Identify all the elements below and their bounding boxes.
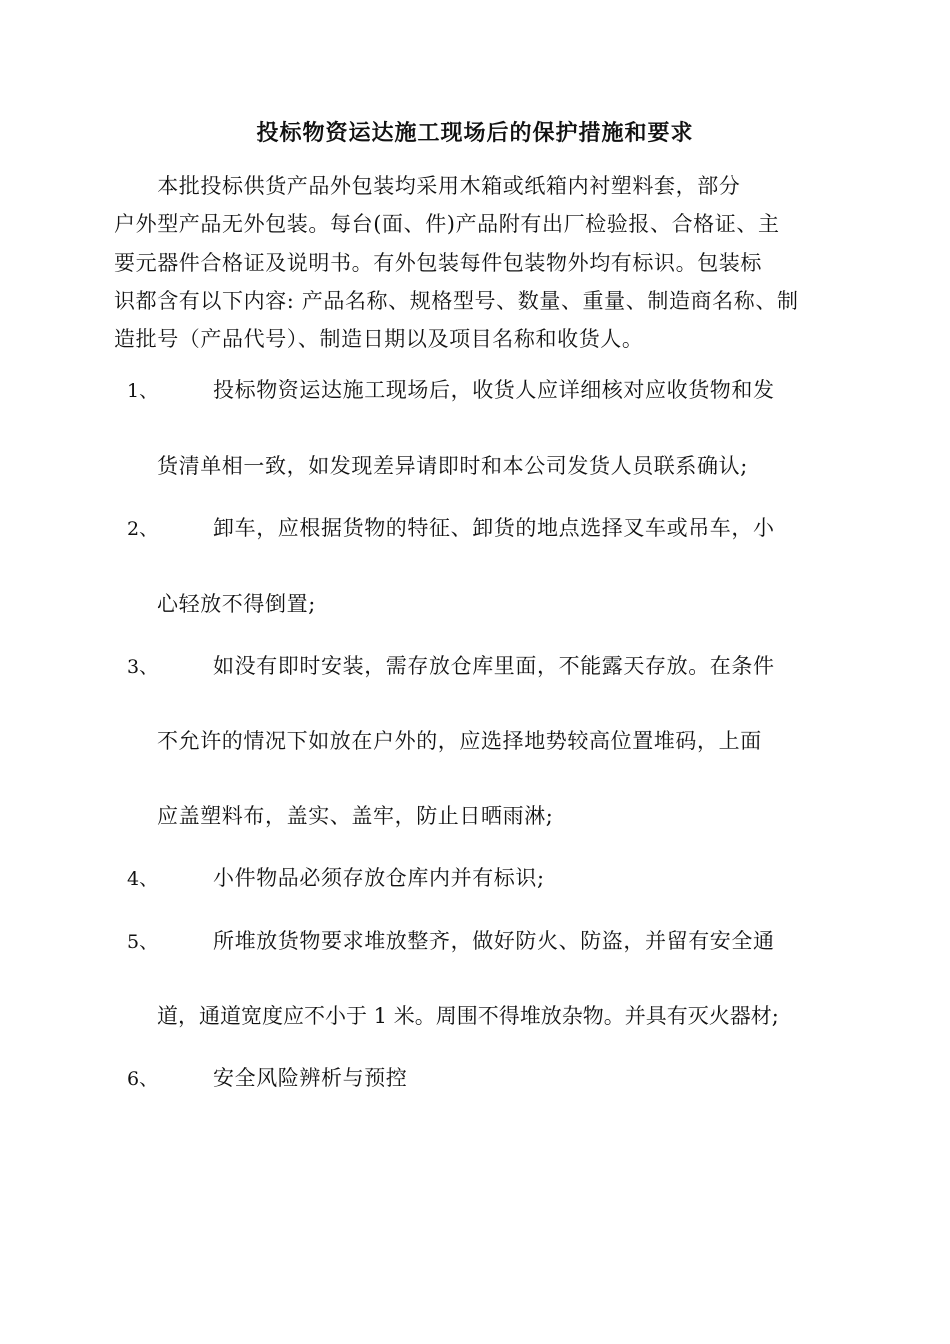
item-continuation: 不允许的情况下如放在户外的，应选择地势较高位置堆码，上面	[157, 729, 762, 753]
item-number: 1、	[127, 380, 159, 402]
item-number: 4、	[127, 868, 159, 890]
item-text: 投标物资运达施工现场后，收货人应详细核对应收货物和发	[213, 378, 775, 402]
item-number: 5、	[127, 931, 159, 953]
intro-line: 要元器件合格证及说明书。有外包装每件包装物外均有标识。包装标	[114, 251, 762, 275]
intro-line: 造批号（产品代号）、制造日期以及项目名称和收货人。	[114, 327, 644, 351]
item-text: 所堆放货物要求堆放整齐，做好防火、防盗，并留有安全通	[213, 929, 775, 953]
item-number: 6、	[127, 1068, 159, 1090]
item-continuation: 应盖塑料布，盖实、盖牢，防止日晒雨淋;	[157, 804, 554, 828]
item-text: 小件物品必须存放仓库内并有标识;	[213, 866, 545, 890]
item-text: 安全风险辨析与预控	[213, 1066, 408, 1090]
item-number: 3、	[127, 656, 159, 678]
intro-line: 识都含有以下内容: 产品名称、规格型号、数量、重量、制造商名称、制	[114, 289, 799, 313]
item-continuation: 心轻放不得倒置;	[157, 592, 316, 616]
item-number: 2、	[127, 518, 159, 540]
intro-line: 本批投标供货产品外包装均采用木箱或纸箱内衬塑料套，部分	[114, 174, 741, 198]
item-continuation: 货清单相一致，如发现差异请即时和本公司发货人员联系确认;	[157, 454, 748, 478]
intro-line: 户外型产品无外包装。每台(面、件)产品附有出厂检验报、合格证、主	[114, 212, 780, 236]
document-title: 投标物资运达施工现场后的保护措施和要求	[256, 121, 694, 146]
item-continuation: 道，通道宽度应不小于 1 米。周围不得堆放杂物。并具有灭火器材;	[157, 1004, 779, 1028]
item-text: 卸车，应根据货物的特征、卸货的地点选择叉车或吊车，小	[213, 516, 775, 540]
item-text: 如没有即时安装，需存放仓库里面，不能露天存放。在条件	[213, 654, 775, 678]
